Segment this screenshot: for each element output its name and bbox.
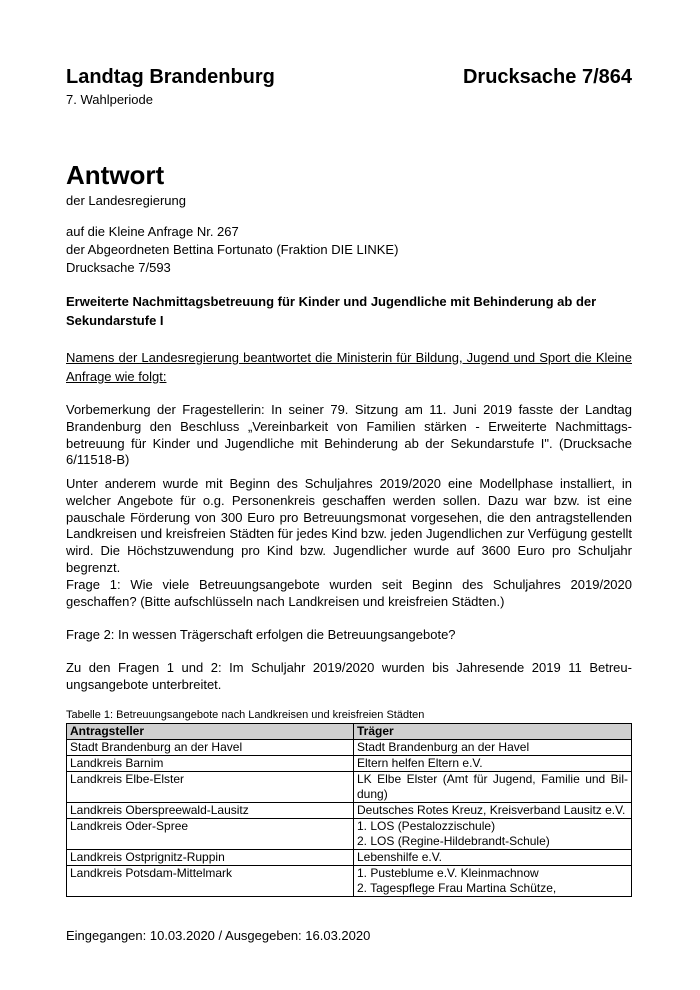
document-number: Drucksache 7/864 (462, 66, 632, 88)
answer-1-2: Zu den Fragen 1 und 2: Im Schuljahr 2019/2020 wurden bis Jahresende 2019 11 Betreuungsangebote unterbreitet. (66, 660, 632, 692)
applicant-cell: Landkreis Oberspreewald-Lausitz (67, 803, 354, 819)
table-row (67, 803, 632, 819)
table-caption: Tabelle 1: Betreuungsangebote nach Landkreisen und kreisfreien Städten (66, 709, 425, 721)
provider-cell (354, 819, 632, 850)
table-header-row (67, 724, 632, 740)
inquiry-topic: Erweiterte Nachmittagsbetreuung für Kinder und Jugendliche mit Behinderung ab der Sekundarstufe I (66, 294, 597, 328)
document-subtitle: der Landesregierung (66, 193, 186, 208)
document-title: Antwort (66, 160, 165, 190)
applicant-cell: Stadt Brandenburg an der Havel (67, 740, 354, 756)
document-footer: Eingegangen: 10.03.2020 / Ausgegeben: 16.03.2020 (66, 928, 371, 943)
question-2: Frage 2: In wessen Trägerschaft erfolgen die Betreuungsangebote? (66, 627, 456, 642)
provider-line-1: 1. LOS (Pestalozzischule) (357, 819, 496, 833)
applicant-cell: Landkreis Barnim (67, 756, 354, 772)
header-applicant: Antragsteller (67, 724, 354, 740)
provider-cell: Deutsches Rotes Kreuz, Kreisverband Lausitz e.V. (354, 803, 632, 819)
applicant-cell: Landkreis Elbe-Elster (67, 772, 354, 803)
offers-table (66, 723, 632, 897)
provider-cell: Stadt Brandenburg an der Havel (354, 740, 632, 756)
inquiry-reference (66, 223, 398, 277)
document-header (66, 66, 632, 92)
provider-cell: Eltern helfen Eltern e.V. (354, 756, 632, 772)
answer-intro: Namens der Landesregierung beantwortet die Ministerin für Bildung, Jugend und Sport die Kleine Anfrage wie folgt: (66, 350, 632, 384)
applicant-cell: Landkreis Ostprignitz-Ruppin (67, 850, 354, 866)
table-row (67, 772, 632, 803)
applicant-cell: Landkreis Potsdam-Mittelmark (67, 866, 354, 897)
table-row (67, 866, 632, 897)
legislative-period: 7. Wahlperiode (66, 92, 153, 107)
reference-line-1: auf die Kleine Anfrage Nr. 267 (66, 224, 239, 239)
table-row (67, 740, 632, 756)
provider-line-1: 1. Pusteblume e.V. Kleinmachnow (357, 866, 539, 880)
provider-line-2: 2. LOS (Regine-Hildebrandt-Schule) (357, 834, 550, 848)
table-row (67, 850, 632, 866)
institution-name: Landtag Brandenburg (66, 66, 275, 88)
preliminary-remark: Vorbemerkung der Fragestellerin: In seiner 79. Sitzung am 11. Juni 2019 fasste der Landtag Brandenburg den Beschluss „Vereinbarkeit von Familien stärken - Erweiterte Nachmittagsbetreuung für Kinder und Jugendliche mit Behinderung ab der Sekundarstufe I". (Drucksache 6/11518-B) (66, 402, 632, 468)
provider-line-2: 2. Tagespflege Frau Martina Schütze, (357, 881, 557, 895)
table-row (67, 819, 632, 850)
provider-cell: Lebenshilfe e.V. (354, 850, 632, 866)
reference-line-3: Drucksache 7/593 (66, 260, 171, 275)
reference-line-2: der Abgeordneten Bettina Fortunato (Fraktion DIE LINKE) (66, 242, 399, 257)
question-1: Frage 1: Wie viele Betreuungsangebote wurden seit Beginn des Schuljahres 2019/2020 geschaffen? (Bitte aufschlüsseln nach Landkreisen und kreisfreien Städten.) (66, 577, 632, 609)
model-phase-paragraph: Unter anderem wurde mit Beginn des Schuljahres 2019/2020 eine Modellphase installiert, in welcher Angebote für o.g. Personenkreis geschaffen werden sollen. Dazu war bzw. ist eine pauschale Förderung von 300 Euro pro Betreuungsmonat vorgesehen, die den antragstellenden Landkreisen und kreisfreien Städten für jedes Kind bzw. jeden Jugendlichen zur Verfügung gestellt wird. Die Höchstzuwendung pro Kind bzw. Jugendlicher wurde auf 3600 Euro pro Schuljahr begrenzt. (66, 476, 632, 575)
table-row (67, 756, 632, 772)
header-provider: Träger (354, 724, 632, 740)
provider-cell (354, 866, 632, 897)
applicant-cell: Landkreis Oder-Spree (67, 819, 354, 850)
provider-cell: LK Elbe Elster (Amt für Jugend, Familie und Bildung) (354, 772, 632, 803)
